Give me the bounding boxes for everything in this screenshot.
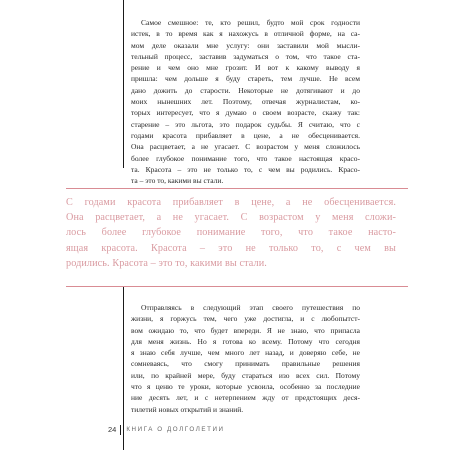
page-number: 24 xyxy=(108,425,117,434)
text-line: мом деле оказали мне услугу: они заставили мой мысли- xyxy=(131,40,360,50)
text-line: я знаю себя лучше, чем много лет назад, и доверяю себе, не xyxy=(131,348,360,358)
text-line: Отправляясь в следующий этап своего путешествия по xyxy=(141,303,360,312)
pullquote-line: родились. Красота – это то, какими вы стали. xyxy=(66,257,267,269)
text-line: тельный процесс, заставив задуматься о том, что такое ста- xyxy=(131,51,360,61)
text-line: дано дожить до старости. Некоторые не дотягивают и до xyxy=(131,85,360,95)
footer-divider xyxy=(120,425,121,435)
pullquote-line: ящая красота. Красота – это не только то, с чем вы xyxy=(66,242,396,254)
text-line: Самое смешное: те, кто решил, будто мой срок годности xyxy=(141,18,360,27)
page-footer xyxy=(108,423,225,437)
text-line: пришла: чем дольше я буду стареть, тем лучше. Не всем xyxy=(131,74,360,84)
running-head: КНИГА О ДОЛГОЛЕТИИ xyxy=(126,426,225,433)
text-line: тилетий новых открытий и знаний. xyxy=(131,404,244,414)
text-line: годами красота прибавляет в цене, а не обесценивается. xyxy=(131,130,360,140)
paragraph-top xyxy=(131,17,360,186)
text-line: сомневаясь, что смогу принимать правильные решения xyxy=(131,359,360,369)
text-line: более глубокое понимание того, что такое настоящая красо- xyxy=(131,153,360,163)
pullquote-line: С годами красота прибавляет в цене, а не обесценивается. xyxy=(66,197,396,208)
text-line: та. Красота – это не только то, с чем вы родились. Красо- xyxy=(131,164,360,174)
pullquote-rule-bottom xyxy=(66,286,408,287)
text-line: жизни, я горжусь тем, чего уже достигла, и с любопытст- xyxy=(131,314,360,324)
text-line: или, по крайней мере, буду стараться изо всех сил. Потому xyxy=(131,370,360,380)
margin-rule-top xyxy=(123,0,124,168)
text-line: для меня жизнь. Но я готова ко всему. Потому что сегодня xyxy=(131,336,360,346)
paragraph-bottom xyxy=(131,302,360,415)
pullquote xyxy=(66,195,396,271)
pullquote-rule-top xyxy=(66,188,408,189)
text-line: что я ценю те уроки, которые усвоила, особенно за последние xyxy=(131,382,360,392)
text-line: торых интересует, что я думаю о своем возрасте, скажу так: xyxy=(131,108,360,118)
text-line: моих нынешних лет. Поэтому, отвечая журналистам, ко- xyxy=(131,97,360,107)
text-line: истек, в то время как я нахожусь в отличной форме, на са- xyxy=(131,29,360,39)
pullquote-line: лось более глубокое понимание того, что такое насто- xyxy=(66,227,396,239)
text-line: рение и чем оно мне грозит. И вот к какому выводу я xyxy=(131,63,360,73)
text-line: ние десять лет, и с нетерпением жду от предстоящих деся- xyxy=(131,393,360,403)
text-line: та – это то, какими вы стали. xyxy=(131,176,224,186)
text-line: старение – это льгота, это подарок судьбы. Я считаю, что с xyxy=(131,119,360,129)
text-line: Она расцветает, а не угасает. С возрастом у меня сложилось xyxy=(131,142,360,152)
pullquote-line: Она расцветает, а не угасает. С возрастом у меня сложи- xyxy=(66,212,396,224)
text-line: вом ожидаю то, что будет впереди. Я не знаю, что припасла xyxy=(131,325,360,335)
